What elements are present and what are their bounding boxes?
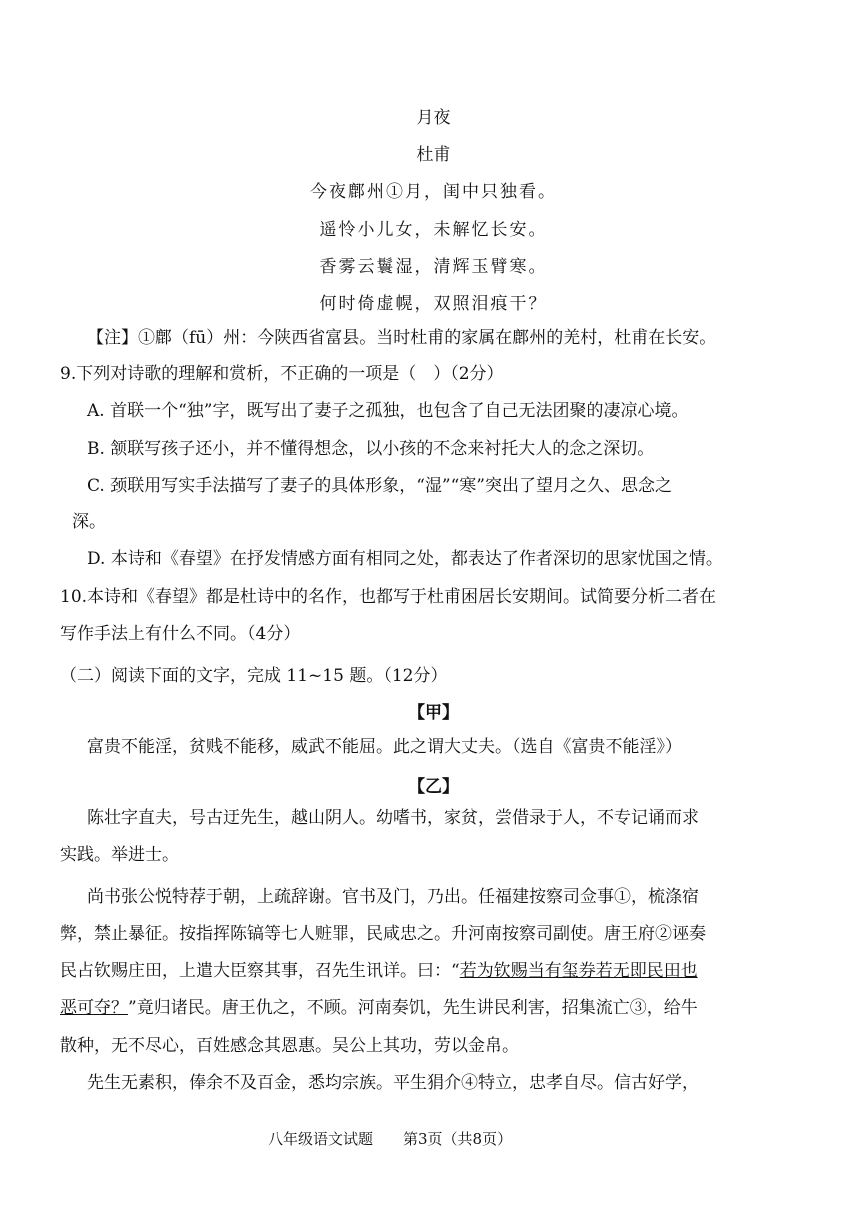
poem-author: 杜甫 xyxy=(416,145,451,165)
q9-stem: 9.下列对诗歌的理解和赏析，不正确的一项是（ ）（2分） xyxy=(60,364,504,384)
poem-note: 【注】①鄜（fū）州：今陕西省富县。当时杜甫的家属在鄜州的羌村，杜甫在长安。 xyxy=(87,328,717,348)
q9-option-d: D. 本诗和《春望》在抒发情感方面有相同之处，都表达了作者深切的思家忧国之情。 xyxy=(87,549,723,569)
yi-p2-line-2: 弊，禁止暴征。按指挥陈镐等七人赃罪，民咸忠之。升河南按察司副使。唐王府②诬奏 xyxy=(60,924,706,944)
q9-option-c-cont: 深。 xyxy=(72,512,106,532)
yi-p1-line-1: 陈壮字直夫，号古迂先生，越山阴人。幼嗜书，家贫，尝借录于人，不专记诵而求 xyxy=(87,808,699,828)
poem-line-1: 今夜鄜州①月，闺中只独看。 xyxy=(310,182,557,202)
yi-p2-line-4-text: ”竟归诸民。唐王仇之，不顾。河南奏饥，先生讲民利害，招集流亡③，给牛 xyxy=(128,998,698,1018)
poem-title: 月夜 xyxy=(416,108,451,128)
footer-exam-title: 八年级语文试题 xyxy=(268,1130,374,1148)
poem-line-2: 遥怜小儿女，未解忆长安。 xyxy=(319,220,548,240)
yi-p2-line-3 xyxy=(60,959,698,983)
footer-page-number: 第3页（共8页） xyxy=(403,1130,513,1148)
underlined-sentence-part-2: 恶可夺？ xyxy=(60,998,128,1018)
q9-option-b: B. 颔联写孩子还小，并不懂得想念，以小孩的不念来衬托大人的念之深切。 xyxy=(87,439,655,459)
yi-p1-line-2: 实践。举进士。 xyxy=(60,845,179,865)
q9-option-c: C. 颈联用写实手法描写了妻子的具体形象，“湿”“寒”突出了望月之久、思念之 xyxy=(87,476,672,496)
yi-label: 【乙】 xyxy=(408,777,459,797)
yi-p2-line-4 xyxy=(60,996,698,1020)
yi-p2-line-1: 尚书张公悦特荐于朝，上疏辞谢。官书及门，乃出。任福建按察司佥事①，梳涤宿 xyxy=(87,887,699,907)
yi-p2-line-3-text: 民占钦赐庄田，上遣大臣察其事，召先生讯详。曰：“ xyxy=(60,961,460,981)
yi-p3-line-1: 先生无素积，俸余不及百金，悉均宗族。平生狷介④特立，忠孝自尽。信古好学， xyxy=(87,1073,699,1093)
q10-line-2: 写作手法上有什么不同。（4分） xyxy=(60,624,301,644)
jia-text: 富贵不能淫，贫贱不能移，威武不能屈。此之谓大丈夫。（选自《富贵不能淫》） xyxy=(87,737,682,757)
poem-line-4: 何时倚虚幌，双照泪痕干？ xyxy=(319,294,548,314)
section2-heading: （二）阅读下面的文字，完成 11~15 题。（12分） xyxy=(60,666,448,686)
poem-line-3: 香雾云鬟湿，清辉玉臂寒。 xyxy=(319,257,548,277)
jia-label: 【甲】 xyxy=(408,703,459,723)
yi-p2-line-5: 散种，无不尽心，百姓感念其恩惠。吴公上其功，劳以金帛。 xyxy=(60,1036,519,1056)
q10-line-1: 10.本诗和《春望》都是杜诗中的名作，也都写于杜甫困居长安期间。试简要分析二者在 xyxy=(60,587,717,607)
q9-option-a: A. 首联一个“独”字，既写出了妻子之孤独，也包含了自己无法团聚的凄凉心境。 xyxy=(87,401,689,421)
underlined-sentence-part-1: 若为钦赐当有玺券若无即民田也 xyxy=(459,961,698,981)
